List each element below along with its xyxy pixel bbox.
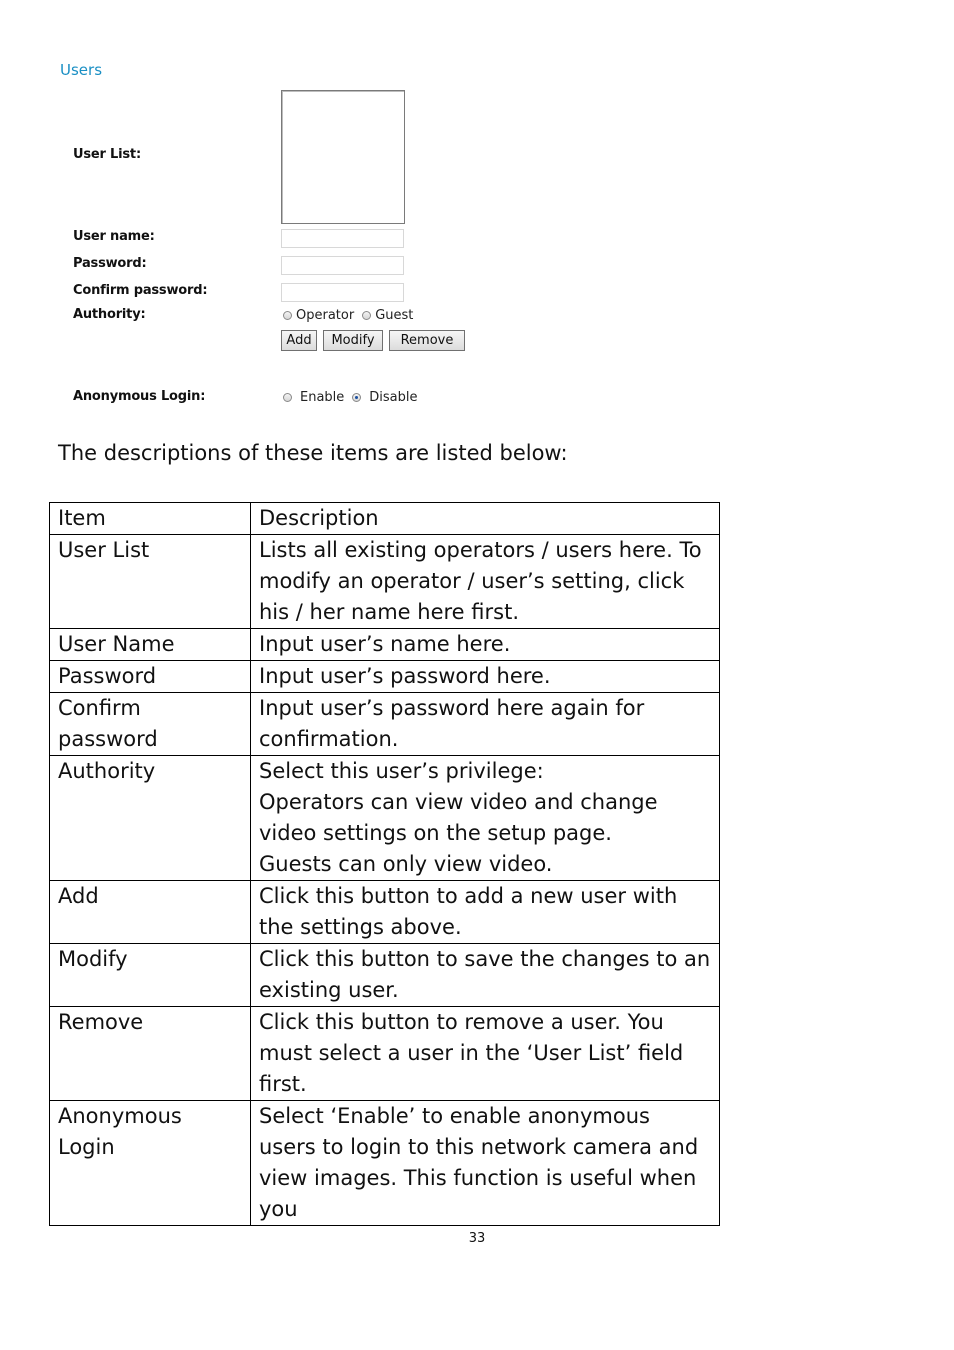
user-name-input[interactable] xyxy=(281,229,404,248)
description-line: Select ‘Enable’ to enable anonymous users to login to this network camera and view images. This function is useful when you xyxy=(259,1104,699,1221)
users-section-title: Users xyxy=(60,61,103,79)
enable-radio[interactable] xyxy=(283,393,292,402)
description-line: Input user’s password here. xyxy=(259,664,551,688)
anonymous-login-label: Anonymous Login: xyxy=(73,389,206,404)
disable-radio[interactable] xyxy=(352,393,361,402)
table-row xyxy=(50,535,720,629)
row-item: Modify xyxy=(50,944,251,1007)
row-description xyxy=(251,944,720,1007)
description-line: Select this user’s privilege: xyxy=(259,759,544,783)
table-row xyxy=(50,1101,720,1226)
description-line: Input user’s password here again for confirmation. xyxy=(259,696,645,751)
user-list-box[interactable] xyxy=(281,90,405,224)
table-row xyxy=(50,1007,720,1101)
row-description xyxy=(251,1101,720,1226)
table-row xyxy=(50,756,720,881)
row-description xyxy=(251,693,720,756)
confirm-password-label: Confirm password: xyxy=(73,283,208,298)
row-item: User Name xyxy=(50,629,251,661)
description-line: Guests can only view video. xyxy=(259,852,553,876)
authority-label: Authority: xyxy=(73,307,146,322)
remove-button[interactable]: Remove xyxy=(389,330,465,351)
add-button[interactable]: Add xyxy=(281,330,317,351)
description-line: Lists all existing operators / users here. To modify an operator / user’s setting, click his / her name here first. xyxy=(259,538,702,624)
operator-radio[interactable] xyxy=(283,311,292,320)
anonymous-login-radio-group xyxy=(283,390,418,405)
description-line: Operators can view video and change video settings on the setup page. xyxy=(259,790,658,845)
authority-radio-group xyxy=(283,308,413,323)
user-action-buttons xyxy=(281,330,471,351)
guest-radio-label: Guest xyxy=(375,308,414,323)
row-item: Anonymous Login xyxy=(50,1101,251,1226)
enable-radio-label: Enable xyxy=(300,390,345,405)
table-row xyxy=(50,661,720,693)
row-description xyxy=(251,535,720,629)
description-line: Input user’s name here. xyxy=(259,632,511,656)
row-item: Remove xyxy=(50,1007,251,1101)
disable-radio-label: Disable xyxy=(369,390,418,405)
password-label: Password: xyxy=(73,256,147,271)
description-table xyxy=(49,502,720,1226)
confirm-password-input[interactable] xyxy=(281,283,404,302)
intro-paragraph: The descriptions of these items are listed below: xyxy=(58,441,568,465)
header-description: Description xyxy=(251,503,720,535)
table-row xyxy=(50,944,720,1007)
row-description xyxy=(251,1007,720,1101)
row-description xyxy=(251,756,720,881)
row-item: Password xyxy=(50,661,251,693)
row-item: Confirm password xyxy=(50,693,251,756)
table-row xyxy=(50,629,720,661)
table-row xyxy=(50,693,720,756)
row-description xyxy=(251,629,720,661)
table-header-row xyxy=(50,503,720,535)
page-number: 33 xyxy=(468,1231,486,1246)
modify-button[interactable]: Modify xyxy=(323,330,383,351)
row-item: User List xyxy=(50,535,251,629)
description-line: Click this button to add a new user with the settings above. xyxy=(259,884,678,939)
row-item: Authority xyxy=(50,756,251,881)
table-row xyxy=(50,881,720,944)
user-list-label: User List: xyxy=(73,147,141,162)
row-item: Add xyxy=(50,881,251,944)
description-line: Click this button to remove a user. You must select a user in the ‘User List’ field first. xyxy=(259,1010,684,1096)
password-input[interactable] xyxy=(281,256,404,275)
header-item: Item xyxy=(50,503,251,535)
row-description xyxy=(251,661,720,693)
description-line: Click this button to save the changes to an existing user. xyxy=(259,947,711,1002)
operator-radio-label: Operator xyxy=(296,308,355,323)
row-description xyxy=(251,881,720,944)
user-name-label: User name: xyxy=(73,229,155,244)
guest-radio[interactable] xyxy=(362,311,371,320)
